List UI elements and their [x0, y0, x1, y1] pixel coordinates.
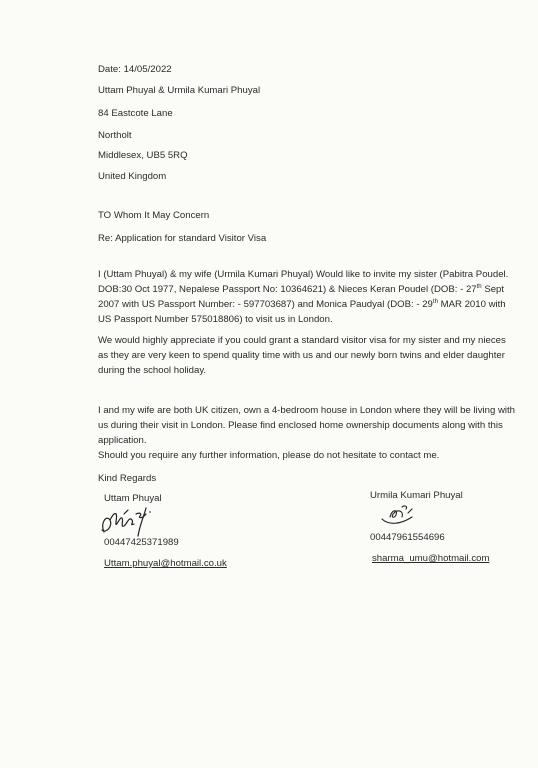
- signatory-left-name: Uttam Phuyal: [104, 493, 162, 504]
- address-country: United Kingdom: [98, 171, 167, 182]
- signatory-left-email[interactable]: Uttam.phuyal@hotmail.co.uk: [104, 558, 227, 569]
- signature-right: [378, 503, 418, 529]
- address-town: Northolt: [98, 130, 132, 141]
- letter-date: Date: 14/05/2022: [98, 64, 172, 75]
- closing: Kind Regards: [98, 473, 157, 484]
- subject-line: Re: Application for standard Visitor Visa: [98, 233, 267, 244]
- address-county-postcode: Middlesex, UB5 5RQ: [98, 150, 188, 161]
- paragraph-request: [98, 333, 516, 378]
- paragraph-invitation-part3: MAR 2010 with US Passport Number 575018806) to visit us in London.: [98, 299, 506, 325]
- signatory-left-phone: 00447425371989: [104, 537, 179, 548]
- signature-left-scribble: [96, 502, 158, 542]
- paragraph-invitation-part1: I (Uttam Phuyal) & my wife (Urmila Kumari Phuyal) Would like to invite my sister (Pabitra Poudel. DOB:30 Oct 1977, Nepalese Passport No: 10364621) & Nieces Keran Poudel (DOB: - 27: [98, 269, 509, 295]
- paragraph-residence-text: I and my wife are both UK citizen, own a 4-bedroom house in London where they will be living with us during their visit in London. Please find enclosed home ownership documents along with this application.: [98, 405, 516, 446]
- signature-right-scribble: [378, 503, 418, 529]
- salutation: TO Whom It May Concern: [98, 210, 210, 221]
- ordinal-suffix: th: [432, 298, 438, 305]
- paragraph-residence: [98, 403, 516, 448]
- paragraph-invitation-part2: Sept 2007 with US Passport Number: - 597703687) and Monica Paudyal (DOB: - 29: [98, 284, 505, 310]
- address-street: 84 Eastcote Lane: [98, 108, 173, 119]
- ordinal-suffix: th: [476, 283, 482, 290]
- sender-names: Uttam Phuyal & Urmila Kumari Phuyal: [98, 85, 261, 96]
- signatory-right-name: Urmila Kumari Phuyal: [370, 490, 463, 501]
- paragraph-request-text: We would highly appreciate if you could grant a standard visitor visa for my sister and my nieces as they are very keen to spend quality time with us and our newly born twins and elder daughter during the school holiday.: [98, 335, 506, 376]
- paragraph-invitation: [98, 267, 516, 327]
- paragraph-contact: Should you require any further information, please do not hesitate to contact me.: [98, 450, 440, 461]
- signatory-right-phone: 00447961554696: [370, 532, 445, 543]
- signatory-right-email[interactable]: sharma_umu@hotmail.com: [372, 553, 490, 564]
- signature-left: [96, 502, 158, 542]
